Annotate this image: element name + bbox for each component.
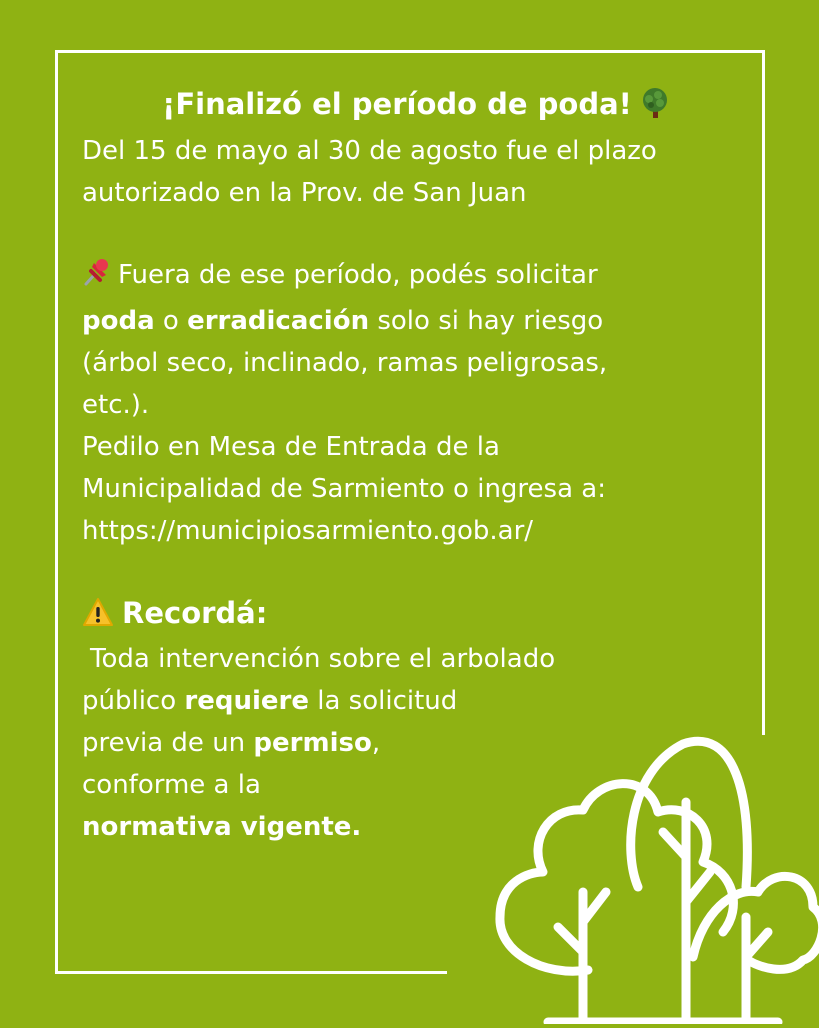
warning-icon: [82, 596, 114, 638]
reminder-line-1: Toda intervención sobre el arbolado: [90, 644, 556, 674]
title-text: ¡Finalizó el período de poda!: [162, 87, 632, 121]
word-poda: poda: [82, 306, 155, 336]
info-line-5: Pedilo en Mesa de Entrada de la: [82, 432, 500, 462]
info-line-2: [82, 300, 752, 342]
website-link[interactable]: https://municipiosarmiento.gob.ar/: [82, 516, 534, 546]
reminder-line-2-b: la solicitud: [309, 686, 458, 716]
reminder-line-4: conforme a la: [82, 770, 261, 800]
reminder-line-3-b: ,: [371, 728, 381, 758]
info-line-2-rest: solo si hay riesgo: [369, 306, 604, 336]
reminder-heading: [82, 592, 752, 638]
info-line-1: [82, 254, 752, 300]
info-line-6: Municipalidad de Sarmiento o ingresa a:: [82, 474, 606, 504]
frame-border-bottom: [55, 971, 447, 974]
reminder-heading-text: Recordá:: [122, 596, 268, 630]
reminder-line-3-a: previa de un: [82, 728, 254, 758]
info-line-4: etc.).: [82, 390, 150, 420]
word-o: o: [154, 306, 188, 336]
trees-illustration-icon: [488, 732, 819, 1024]
frame-border-top: [55, 50, 765, 53]
info-line-1-text: Fuera de ese período, podés solicitar: [118, 260, 598, 290]
word-erradicacion: erradicación: [187, 306, 370, 336]
intro-line-1: Del 15 de mayo al 30 de agosto fue el plazo: [82, 136, 657, 166]
info-line-3: (árbol seco, inclinado, ramas peligrosas,: [82, 348, 608, 378]
word-requiere: requiere: [184, 686, 309, 716]
pushpin-icon: [82, 257, 112, 300]
reminder-line-2: [82, 680, 752, 722]
tree-icon: [638, 86, 672, 130]
reminder-line-5: normativa vigente.: [82, 812, 362, 842]
announcement-title: [82, 84, 752, 130]
frame-border-right: [762, 50, 765, 735]
intro-line-2: autorizado en la Prov. de San Juan: [82, 178, 527, 208]
word-permiso: permiso: [253, 728, 372, 758]
frame-border-left: [55, 50, 58, 974]
reminder-line-2-a: público: [82, 686, 185, 716]
